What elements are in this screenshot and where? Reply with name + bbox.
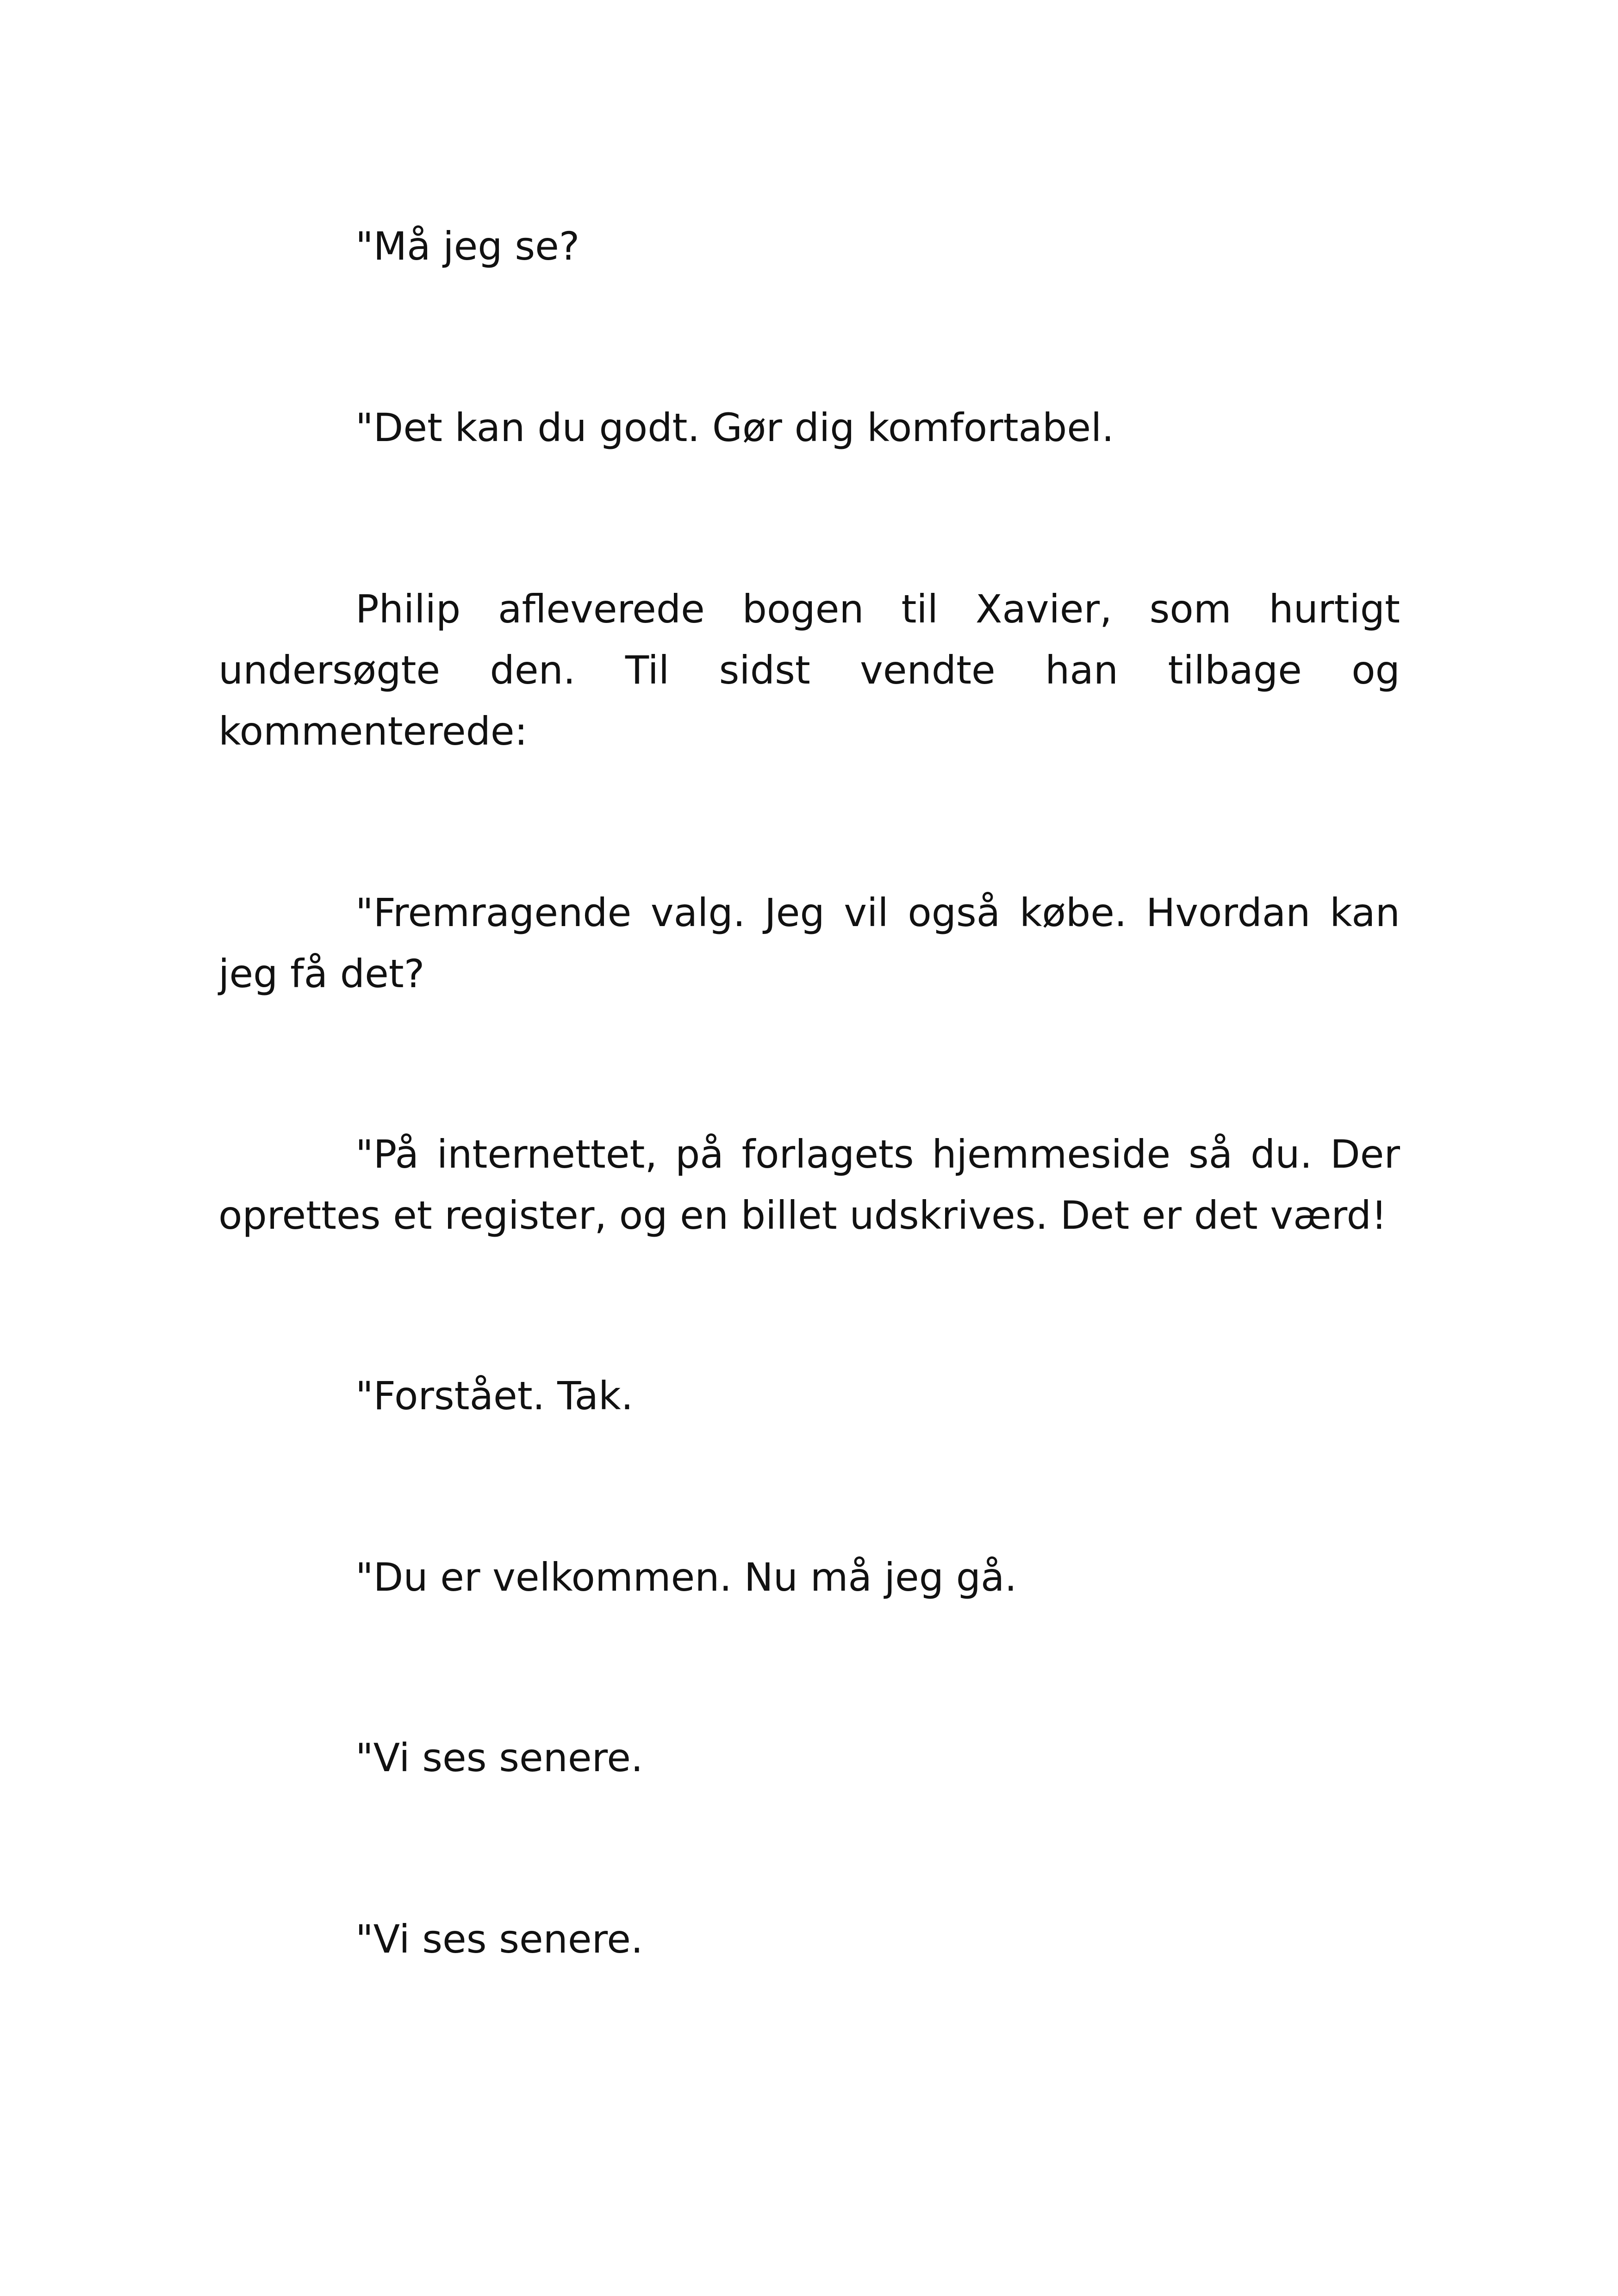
paragraph: "Forstået. Tak.	[355, 1373, 634, 1419]
paragraph: "Vi ses senere.	[355, 1916, 643, 1962]
paragraph: "Må jeg se?	[355, 224, 580, 269]
paragraph: "Det kan du godt. Gør dig komfortabel.	[355, 405, 1114, 450]
paragraph: "Du er velkommen. Nu må jeg gå.	[355, 1555, 1017, 1600]
paragraph: Philip afleverede bogen til Xavier, som hurtigt undersøgte den. Til sidst vendte han tilbage og kommenterede:	[218, 586, 1400, 754]
paragraph: "På internettet, på forlagets hjemmeside så du. Der oprettes et register, og en billet udskrives. Det er det værd!	[218, 1132, 1400, 1238]
paragraph: "Vi ses senere.	[355, 1735, 643, 1780]
paragraph: "Fremragende valg. Jeg vil også købe. Hvordan kan jeg få det?	[218, 890, 1400, 996]
